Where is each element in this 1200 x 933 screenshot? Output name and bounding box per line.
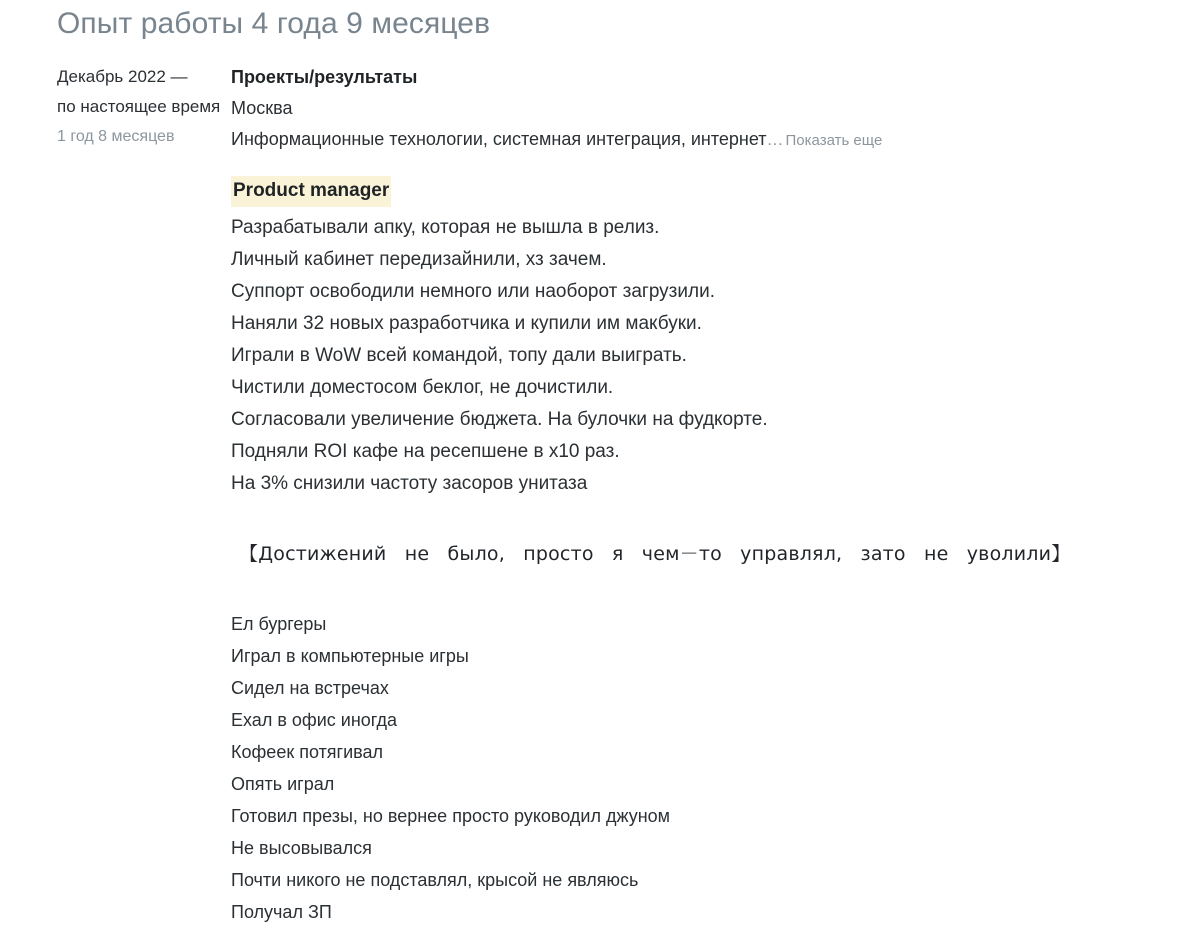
achievement-item: Играли в WoW всей командой, топу дали выиграть.	[231, 345, 687, 366]
routine-item: Получал ЗП	[231, 902, 332, 922]
page-title: Опыт работы 4 года 9 месяцев	[57, 7, 491, 40]
achievement-item: На 3% снизили частоту засоров унитаза	[231, 473, 588, 494]
achievement-item: Согласовали увеличение бюджета. На булочки на фудкорте.	[231, 409, 768, 430]
achievement-item: Разрабатывали апку, которая не вышла в релиз.	[231, 217, 660, 238]
routine-item: Сидел на встречах	[231, 678, 389, 698]
bracket-note	[231, 538, 1180, 570]
routine-item: Ел бургеры	[231, 614, 327, 634]
experience-block	[0, 62, 1200, 928]
achievement-item: Наняли 32 новых разработчика и купили им макбуки.	[231, 313, 702, 334]
experience-dates-column	[0, 62, 231, 152]
date-range-start: Декабрь 2022 —	[57, 67, 188, 86]
job-title-row	[231, 156, 1180, 207]
routine-item: Кофеек потягивал	[231, 742, 384, 762]
date-range-end: по настоящее время	[57, 97, 221, 116]
experience-row	[0, 62, 1200, 928]
achievement-item: Личный кабинет передизайнили, хз зачем.	[231, 249, 607, 270]
routine-item: Ехал в офис иногда	[231, 710, 398, 730]
show-more-link[interactable]: Показать еще	[785, 132, 883, 149]
routine-item: Опять играл	[231, 774, 335, 794]
routine-list	[231, 608, 1180, 928]
job-title: Product manager	[231, 176, 391, 207]
industry-ellipsis: …	[766, 130, 784, 149]
achievement-item: Подняли ROI кафе на ресепшене в x10 раз.	[231, 441, 620, 462]
achievement-item: Чистили доместосом беклог, не дочистили.	[231, 377, 614, 398]
company-name: Проекты/результаты	[231, 67, 418, 87]
experience-duration: 1 год 8 месяцев	[57, 128, 175, 145]
routine-item: Готовил презы, но вернее просто руководил джуном	[231, 806, 671, 826]
routine-item: Не высовывался	[231, 838, 372, 858]
achievement-item: Суппорт освободили немного или наоборот загрузили.	[231, 281, 715, 302]
company-industry: Информационные технологии, системная интеграция, интернет	[231, 129, 767, 149]
experience-details-column	[231, 62, 1200, 928]
achievements-list	[231, 212, 1180, 500]
bracket-note-text: 【Достижений не было, просто я чем－то управлял, зато не уволили】	[239, 543, 1071, 565]
company-city: Москва	[231, 98, 293, 118]
routine-item: Почти никого не подставлял, крысой не являюсь	[231, 870, 639, 890]
company-industry-row	[231, 124, 1180, 156]
routine-item: Играл в компьютерные игры	[231, 646, 469, 666]
